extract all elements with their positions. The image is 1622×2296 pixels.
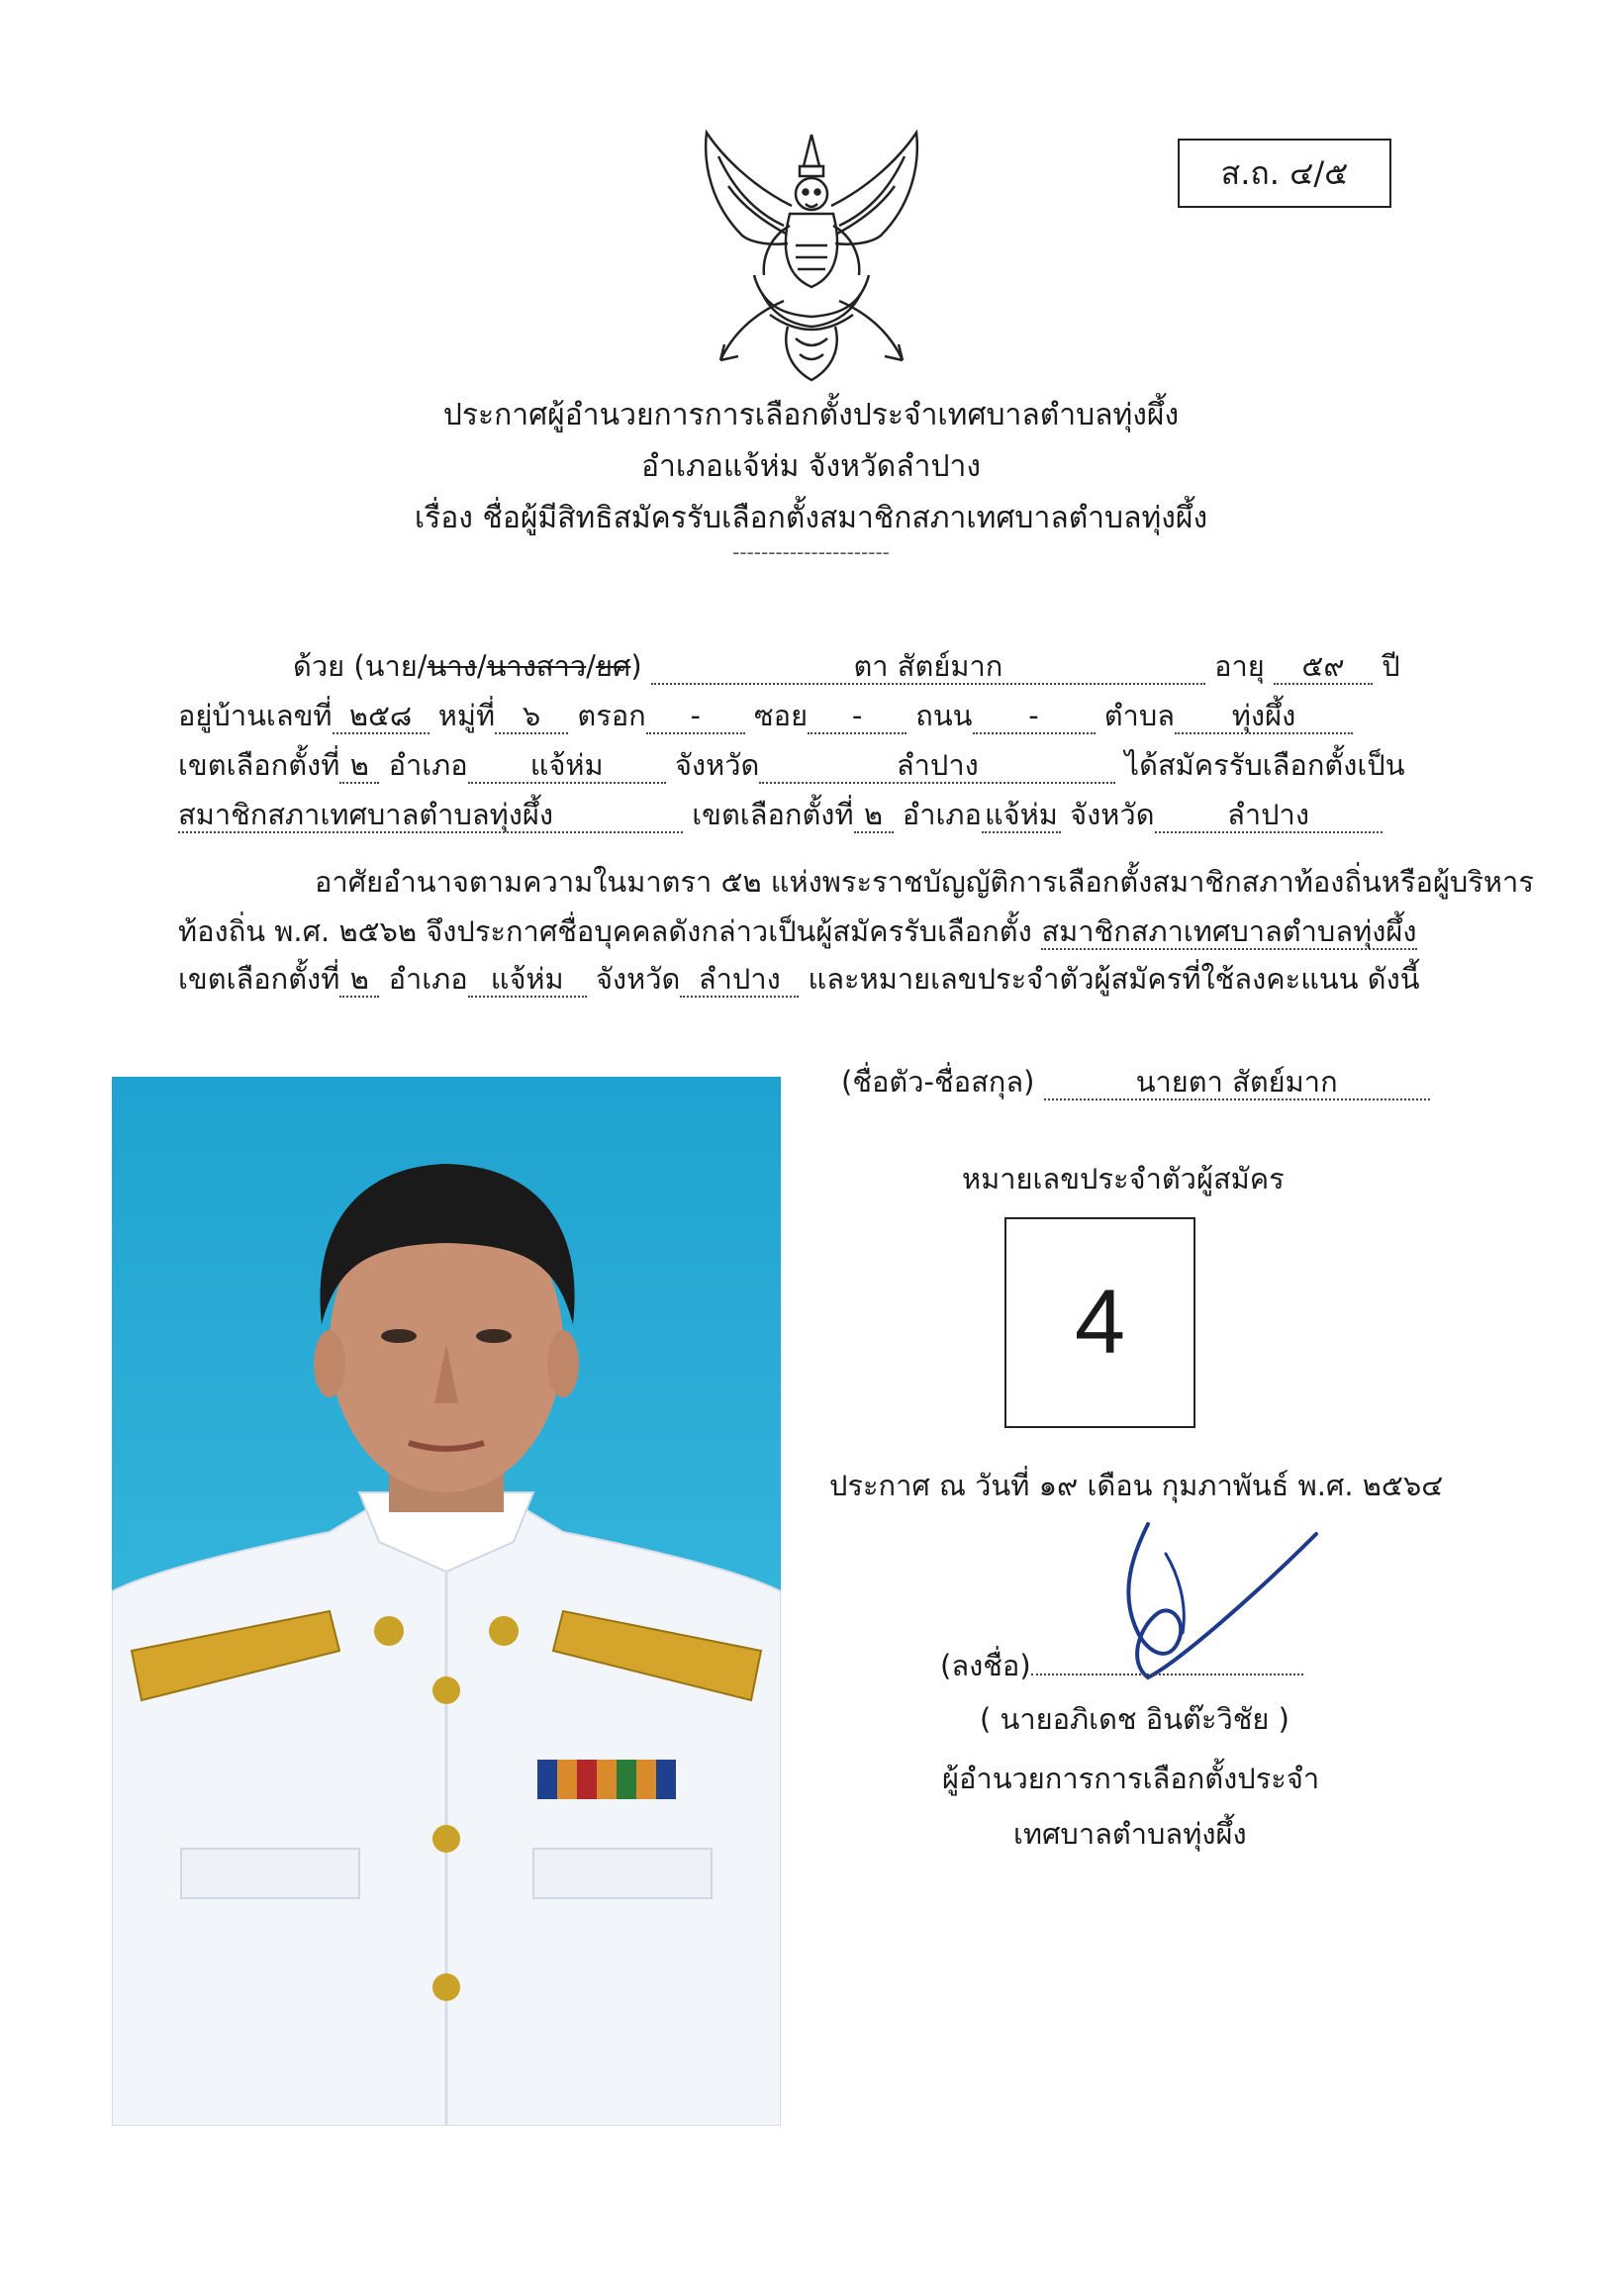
province-field-3: ลำปาง — [680, 964, 799, 998]
district-no-label-2: เขตเลือกตั้งที่ — [692, 798, 854, 831]
candidate-number-box — [1004, 1217, 1195, 1428]
body-line-1 — [293, 643, 1400, 689]
sign-line — [1031, 1674, 1303, 1675]
house-label: อยู่บ้านเลขที่ — [178, 699, 333, 732]
body-line-3 — [178, 742, 1405, 788]
tambon-field: ทุ่งผึ้ง — [1175, 701, 1353, 734]
age-label: อายุ — [1214, 649, 1265, 683]
candidate-portrait-illustration — [112, 1077, 781, 2126]
slash-3: / — [586, 649, 596, 683]
body-line-4 — [178, 792, 1383, 837]
road-field: - — [973, 701, 1096, 734]
applied-label: ได้สมัครรับเลือกตั้งเป็น — [1124, 748, 1405, 782]
tambon-label: ตำบล — [1103, 699, 1176, 732]
age-field: ๕๙ — [1274, 651, 1373, 685]
prefix-yot: ยศ — [595, 649, 631, 683]
road-label: ถนน — [915, 699, 973, 732]
applicant-name-field: ตา สัตย์มาก — [651, 651, 1205, 685]
province-field-2: ลำปาง — [1155, 800, 1383, 833]
form-code-box — [1178, 139, 1391, 208]
province-label: จังหวัด — [674, 748, 760, 782]
position-field: สมาชิกสภาเทศบาลตำบลทุ่งผึ้ง — [178, 800, 683, 833]
announcement-date: ประกาศ ณ วันที่ ๑๙ เดือน กุมภาพันธ์ พ.ศ. ๒๕๖๔ — [829, 1469, 1444, 1502]
soi-field: - — [808, 701, 906, 734]
prefix-nai: นาย — [364, 649, 418, 683]
header-title: ประกาศผู้อำนวยการการเลือกตั้งประจำเทศบาลตำบลทุ่งผึ้ง — [442, 398, 1180, 432]
candidate-photo — [112, 1077, 781, 2126]
para2-line-2 — [178, 909, 1417, 954]
candidate-number-label: หมายเลขประจำตัวผู้สมัคร — [962, 1162, 1285, 1196]
para2-line-1: อาศัยอำนาจตามความในมาตรา ๕๒ แห่งพระราชบัญญัติการเลือกตั้งสมาชิกสภาท้องถิ่นหรือผู้บริหาร — [315, 865, 1534, 899]
prefix-nang: นาง — [427, 649, 477, 683]
header-divider: ---------------------- — [732, 540, 890, 564]
sign-label: (ลงชื่อ) — [940, 1649, 1031, 1682]
form-code: ส.ถ. ๔/๕ — [1220, 153, 1349, 192]
moo-field: ๖ — [495, 701, 568, 734]
para2-text: ท้องถิ่น พ.ศ. ๒๕๖๒ จึงประกาศชื่อบุคคลดังกล่าวเป็นผู้สมัครรับเลือกตั้ง — [178, 914, 1032, 948]
province-label-2: จังหวัด — [1070, 798, 1155, 831]
district-no-label-3: เขตเลือกตั้งที่ — [178, 962, 340, 996]
close-paren: ) — [630, 649, 642, 683]
moo-label: หมู่ที่ — [437, 699, 496, 732]
amphoe-field: แจ้ห่ม — [468, 750, 666, 784]
trok-label: ตรอก — [577, 699, 646, 732]
signer-name: ( นายอภิเดช อินต๊ะวิชัย ) — [980, 1702, 1289, 1736]
fullname-field: นายตา สัตย์มาก — [1044, 1067, 1430, 1100]
slash-1: / — [417, 649, 428, 683]
soi-label: ซอย — [753, 699, 809, 732]
slash-2: / — [476, 649, 487, 683]
para2-tail: และหมายเลขประจำตัวผู้สมัครที่ใช้ลงคะแนน ดังนี้ — [808, 962, 1420, 996]
amphoe-label: อำเภอ — [388, 748, 468, 782]
signer-title-1: ผู้อำนวยการการเลือกตั้งประจำ — [942, 1762, 1320, 1795]
amphoe-field-2: แจ้ห่ม — [982, 800, 1061, 833]
amphoe-field-3: แจ้ห่ม — [468, 964, 587, 998]
province-field: ลำปาง — [759, 750, 1115, 784]
amphoe-label-2: อำเภอ — [902, 798, 982, 831]
trok-field: - — [646, 701, 745, 734]
district-no-label: เขตเลือกตั้งที่ — [178, 748, 340, 782]
para2-line-3 — [178, 956, 1420, 1002]
garuda-emblem-icon — [693, 127, 930, 386]
candidate-number: 4 — [1074, 1272, 1126, 1373]
sign-row — [940, 1643, 1303, 1688]
fullname-label: (ชื่อตัว-ชื่อสกุล) — [841, 1065, 1035, 1099]
province-label-3: จังหวัด — [595, 962, 681, 996]
amphoe-label-3: อำเภอ — [388, 962, 468, 996]
header-location: อำเภอแจ้ห่ม จังหวัดลำปาง — [640, 449, 981, 484]
prefix-nangsao: นางสาว — [486, 649, 587, 683]
district-no-field-2: ๒ — [854, 800, 894, 833]
para2-position-field: สมาชิกสภาเทศบาลตำบลทุ่งผึ้ง — [1041, 914, 1417, 948]
age-unit: ปี — [1382, 649, 1400, 683]
header-subject: เรื่อง ชื่อผู้มีสิทธิสมัครรับเลือกตั้งสมาชิกสภาเทศบาลตำบลทุ่งผึ้ง — [414, 501, 1208, 535]
district-no-field: ๒ — [339, 750, 379, 784]
signer-title-2: เทศบาลตำบลทุ่งผึ้ง — [1013, 1817, 1247, 1851]
body-line-2 — [178, 693, 1353, 738]
candidate-name-row — [841, 1059, 1430, 1104]
prefix-label: ด้วย ( — [293, 649, 365, 683]
house-no-field: ๒๕๘ — [333, 701, 429, 734]
district-no-field-3: ๒ — [339, 964, 379, 998]
